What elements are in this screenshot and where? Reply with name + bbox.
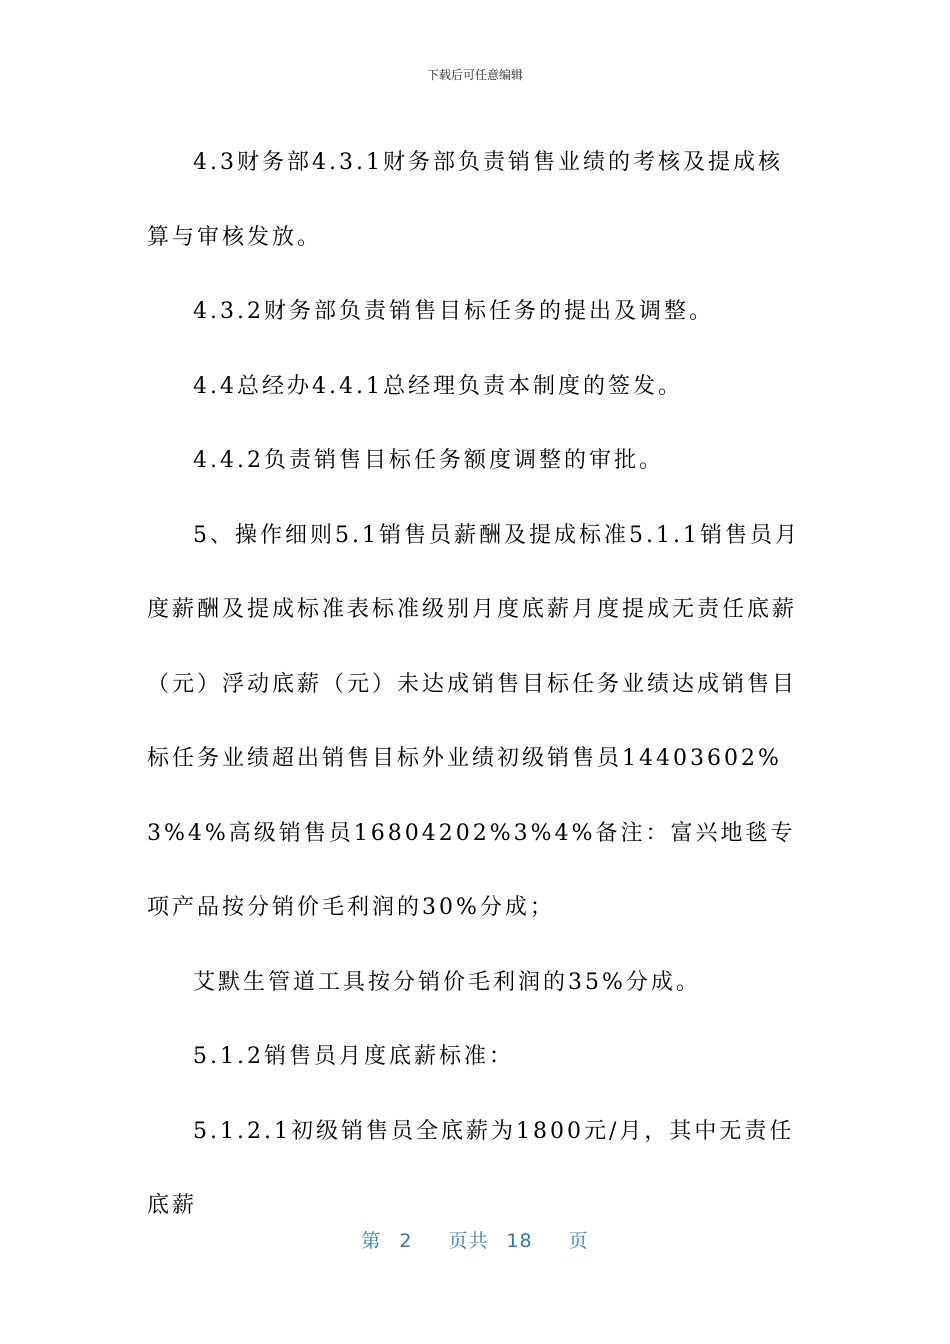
page-footer [0, 1226, 950, 1253]
page-total: 18 [506, 1230, 533, 1252]
paragraph-5-1-2: 5.1.2销售员月度底薪标准： [193, 1044, 514, 1069]
document-body [147, 126, 807, 1244]
page-current: 2 [399, 1230, 413, 1252]
page-label-prefix: 第 [361, 1230, 382, 1252]
page-label-mid: 页共 [448, 1230, 489, 1252]
paragraph-5-operations: 5、操作细则5.1销售员薪酬及提成标准5.1.1销售员月度薪酬及提成标准表标准级别月度底薪月度提成无责任底薪（元）浮动底薪（元）未达成销售目标任务业绩达成销售目标任务业绩超出销售目标外业绩初级销售员14403602%3%4%高级销售员16804202%3%4%备注：富兴地毯专项产品按分销价毛利润的30%分成； [147, 522, 800, 920]
paragraph-4-3-2: 4.3.2财务部负责销售目标任务的提出及调整。 [193, 299, 714, 324]
download-note: 下载后可任意编辑 [426, 68, 523, 82]
page-label-suffix: 页 [568, 1230, 589, 1252]
paragraph-emerson: 艾默生管道工具按分销价毛利润的35%分成。 [193, 969, 701, 995]
paragraph-4-4: 4.4总经办4.4.1总经理负责本制度的签发。 [193, 373, 683, 399]
paragraph-4-3: 4.3财务部4.3.1财务部负责销售业绩的考核及提成核算与审核发放。 [147, 150, 783, 250]
paragraph-4-4-2: 4.4.2负责销售目标任务额度调整的审批。 [193, 448, 664, 473]
paragraph-5-1-2-1: 5.1.2.1初级销售员全底薪为1800元/月，其中无责任底薪 [147, 1118, 795, 1218]
